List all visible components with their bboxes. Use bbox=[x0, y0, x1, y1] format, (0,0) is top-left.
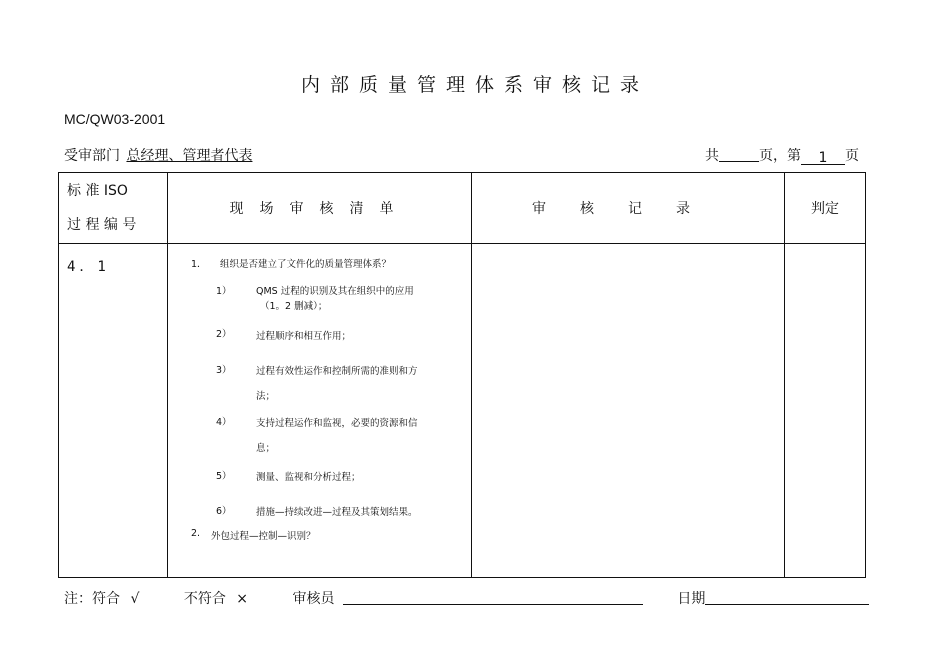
note-nonconform: 不符合 bbox=[183, 591, 226, 607]
checklist-text: 组织是否建立了文件化的质量管理体系？ bbox=[220, 259, 392, 270]
page-suffix: 页 bbox=[845, 148, 859, 164]
checklist-text: （1。2 删减）； bbox=[260, 301, 328, 312]
checklist-num: 2） bbox=[216, 329, 232, 340]
checklist-text: 过程有效性运作和控制所需的准则和方 bbox=[256, 366, 418, 377]
checklist-num: 2. bbox=[191, 528, 201, 539]
header-checklist: 现场审核清单 bbox=[168, 173, 472, 244]
checklist-text: 测量、监视和分析过程； bbox=[256, 472, 361, 483]
table-header-row bbox=[59, 173, 866, 244]
auditor-label: 审核员 bbox=[292, 591, 335, 607]
checklist-text: 措施—持续改进—过程及其策划结果。 bbox=[256, 507, 418, 518]
record-cell[interactable] bbox=[472, 244, 785, 578]
date-blank[interactable] bbox=[705, 590, 869, 605]
judgement-cell[interactable] bbox=[785, 244, 866, 578]
header-record: 审核记录 bbox=[472, 173, 785, 244]
auditor-blank[interactable] bbox=[343, 590, 643, 605]
checklist-num: 5） bbox=[216, 471, 232, 482]
audit-table bbox=[58, 172, 866, 578]
checklist-text: 支持过程运作和监视，必要的资源和信 bbox=[256, 418, 418, 429]
checklist-text: 过程顺序和相互作用； bbox=[256, 331, 352, 342]
total-pages-blank bbox=[719, 147, 759, 162]
table-row bbox=[59, 244, 866, 578]
header-standard-line1: 标 准 ISO bbox=[67, 183, 128, 199]
checklist-cell bbox=[168, 244, 472, 578]
dept-value: 总经理、管理者代表 bbox=[126, 148, 253, 164]
checklist-num: 4） bbox=[216, 417, 232, 428]
page-info bbox=[705, 145, 859, 165]
note-conform: 注：符合 bbox=[64, 591, 120, 607]
footer-note bbox=[64, 588, 869, 608]
checklist-text: 法； bbox=[256, 391, 276, 402]
checklist-num: 6） bbox=[216, 506, 232, 517]
header-standard bbox=[59, 173, 168, 244]
checklist-text: 息； bbox=[256, 443, 276, 454]
total-prefix: 共 bbox=[705, 148, 719, 164]
header-judgement: 判定 bbox=[785, 173, 866, 244]
cross-mark-icon: × bbox=[236, 591, 249, 607]
checklist-num: 1． bbox=[191, 259, 207, 270]
dept-label: 受审部门 bbox=[64, 148, 120, 164]
header-standard-line2: 过 程 编 号 bbox=[67, 217, 137, 233]
document-code: MC/QW03-2001 bbox=[64, 111, 166, 127]
audited-department bbox=[64, 145, 254, 165]
checklist-text: QMS 过程的识别及其在组织中的应用 bbox=[256, 286, 414, 297]
checklist-text: 外包过程—控制—识别？ bbox=[211, 531, 316, 542]
checklist-num: 3） bbox=[216, 365, 232, 376]
page-number: 1 bbox=[801, 150, 845, 165]
clause-number: 4．1 bbox=[59, 244, 168, 578]
page-mid: 页，第 bbox=[759, 148, 801, 164]
page-title: 内部质量管理体系审核记录 bbox=[300, 74, 649, 96]
checklist-num: 1） bbox=[216, 286, 232, 297]
date-label: 日期 bbox=[677, 591, 706, 607]
check-mark-icon: √ bbox=[130, 591, 140, 607]
